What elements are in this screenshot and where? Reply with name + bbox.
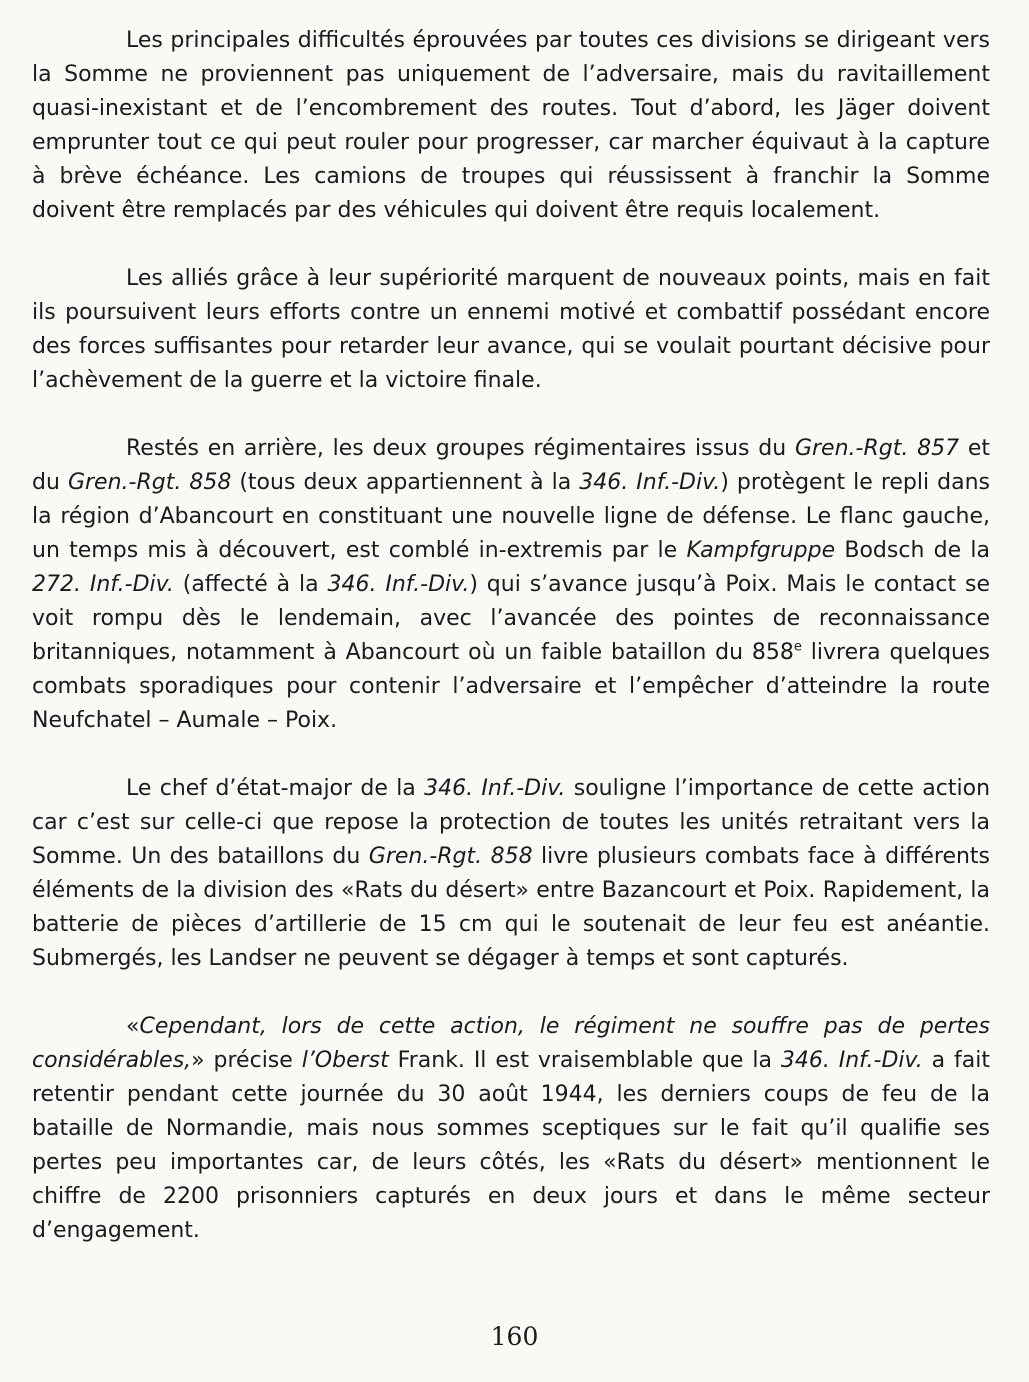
text-segment: (affecté à la xyxy=(173,572,328,597)
italic-term: 346. Inf.-Div. xyxy=(780,1048,923,1073)
italic-term: Gren.-Rgt. 858 xyxy=(67,470,232,495)
text-segment: Les alliés grâce à leur supériorité marquent de nouveaux points, mais en fait ils poursuivent leurs efforts contre un ennemi motivé et combattif possédant encore des forces suffisantes pour retarder leur avance, qui se voulait pourtant décisive pour l’achèvement de la guerre et la victoire finale. xyxy=(32,266,990,393)
italic-term: Kampfgruppe xyxy=(686,538,836,563)
italic-term: 272. Inf.-Div. xyxy=(32,572,174,597)
italic-quote: Cependant, lors de cette action, le régiment ne souffre pas de pertes considérables, xyxy=(32,1014,990,1073)
text-segment: a fait retentir pendant cette journée du 30 août 1944, les derniers coups de feu de la bataille de Normandie, mais nous sommes sceptiques sur le fait qu’il qualifie ses pertes peu importantes car, de leurs côtés, les «Rats du désert» mentionnent le chiffre de 2200 prisonniers capturés en deux jours et dans le même secteur d’engagement. xyxy=(32,1048,990,1243)
text-segment: Restés en arrière, les deux groupes régimentaires issus du xyxy=(126,436,795,461)
italic-term: l’Oberst xyxy=(301,1048,389,1073)
page-number: 160 xyxy=(490,1322,539,1351)
text-segment: ) protègent le repli dans la région d’Abancourt en constituant une nouvelle ligne de défense. Le flanc gauche, un temps mis à découvert, est comblé in-extremis par le xyxy=(32,470,990,563)
text-segment: livre plusieurs combats face à différents éléments de la division des «Rats du désert» entre Bazancourt et Poix. Rapidement, la batterie de pièces d’artillerie de 15 cm qui le soutenait de leur feu est anéantie. Submergés, les Landser ne peuvent se dégager à temps et sont capturés. xyxy=(32,844,991,971)
italic-term: Gren.-Rgt. 857 xyxy=(794,436,960,461)
text-segment: Le chef d’état-major de la xyxy=(126,776,425,801)
italic-term: 346. Inf.-Div. xyxy=(579,470,721,495)
italic-term: 346. Inf.-Div. xyxy=(327,572,470,597)
text-segment: souligne l’importance de cette action car c’est sur celle-ci que repose la protection de toutes les unités retraitant vers la Somme. Un des bataillons du xyxy=(32,776,991,869)
italic-term: Gren.-Rgt. 858 xyxy=(368,844,533,869)
paragraph-2 xyxy=(32,262,990,398)
paragraph-3 xyxy=(32,432,990,738)
text-segment: Bodsch de la xyxy=(835,538,991,563)
paragraph-5 xyxy=(32,1010,990,1248)
text-segment: livrera quelques combats sporadiques pour contenir l’adversaire et l’empêcher d’atteindre la route Neufchatel – Aumale – Poix. xyxy=(32,640,990,733)
text-segment: Les principales difficultés éprouvées par toutes ces divisions se dirigeant vers la Somme ne proviennent pas uniquement de l’adversaire, mais du ravitaillement quasi-inexistant et de l’encombrement des routes. Tout d’abord, les Jäger doivent emprunter tout ce qui peut rouler pour progresser, car marcher équivaut à la capture à brève échéance. Les camions de troupes qui réussissent à franchir la Somme doivent être remplacés par des véhicules qui doivent être requis localement. xyxy=(32,28,990,223)
body-text xyxy=(32,24,990,1248)
text-segment: ) qui s’avance jusqu’à Poix. Mais le contact se voit rompu dès le lendemain, avec l’avancée des pointes de reconnaissance britanniques, notamment à Abancourt où un faible bataillon du 858 xyxy=(32,572,990,665)
text-segment: et du xyxy=(32,436,991,495)
paragraph-1 xyxy=(32,24,990,228)
text-segment: (tous deux appartiennent à la xyxy=(231,470,580,495)
italic-term: 346. Inf.-Div. xyxy=(424,776,566,801)
text-segment: » précise xyxy=(191,1048,302,1073)
text-segment: Frank. Il est vraisemblable que la xyxy=(388,1048,781,1073)
text-segment: « xyxy=(126,1014,140,1039)
paragraph-4 xyxy=(32,772,990,976)
superscript: e xyxy=(793,639,802,655)
